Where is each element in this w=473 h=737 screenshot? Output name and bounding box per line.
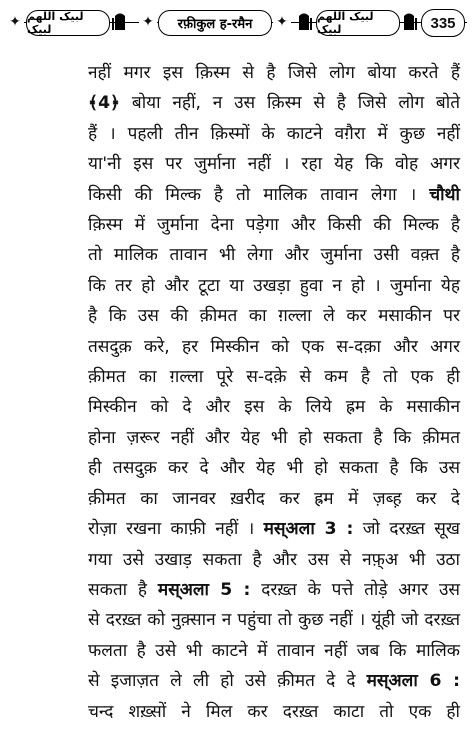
text-bold-segment: मस्अला 6 :	[366, 671, 460, 692]
text-line	[88, 514, 460, 544]
header-right-urdu: لبیک اللھم لبیک	[316, 10, 400, 36]
mosque-icon	[296, 12, 312, 32]
text-segment: ही तसदुक़ कर दे और येह भी हो सकता है कि उस	[88, 458, 460, 479]
text-line	[88, 301, 460, 331]
text-segment: हैं । पहली तीन क़िस्मों के काटने वग़ैरा में कुछ नहीं	[88, 123, 460, 144]
text-line	[88, 362, 460, 392]
text-segment: क़ीमत का जानवर ख़रीद कर ह्रम में ज़ब्ह़ कर दे	[88, 488, 460, 509]
text-line	[88, 88, 460, 118]
text-line	[88, 180, 460, 210]
text-segment: गया उसे उखाड़ सकता है और उस से नफ़्अ भी उठा	[88, 549, 460, 570]
text-line	[88, 149, 460, 179]
text-segment: मिस्कीन को दे और इस के लिये ह्रम के मसाकीन	[88, 397, 460, 418]
body-text	[88, 58, 460, 727]
text-bold-segment: ﴾4﴿	[88, 93, 121, 114]
text-segment: तो मालिक तावान भी लेगा और जुर्माना उसी वक़्त है	[88, 245, 460, 266]
text-line	[88, 210, 460, 240]
text-line	[88, 697, 460, 727]
ornament-icon: ✦	[139, 13, 157, 31]
text-segment: या'नी इस पर जुर्माना नहीं । रहा येह कि वोह अगर	[88, 154, 460, 175]
text-segment: से इजाज़त ले ली हो उसे क़ीमत दे दे	[88, 671, 367, 692]
text-bold-segment: मस्अला 5 :	[157, 579, 251, 600]
text-segment: रोज़ा रखना काफ़ी नहीं ।	[88, 519, 264, 540]
text-line	[88, 271, 460, 301]
text-segment: दरख़्त के पत्ते तोड़े अगर उस	[250, 579, 460, 600]
text-line	[88, 119, 460, 149]
text-line	[88, 240, 460, 270]
text-segment: जो दरख़्त सूख	[353, 519, 460, 540]
text-line	[88, 666, 460, 696]
text-segment: बोया नहीं, न उस क़िस्म से है जिसे लोग बोते	[120, 93, 460, 114]
text-line	[88, 484, 460, 514]
text-segment: सकता है	[88, 579, 158, 600]
text-segment: होना ज़रूर नहीं और येह भी हो सकता है कि क़ीमत	[88, 427, 460, 448]
text-segment: क़ीमत का ग़ल्ला पूरे स-दक़े से कम है तो एक ही	[88, 367, 460, 388]
text-segment: कि तर हो और टूटा या उखड़ा हुवा न हो । जुर्माना येह	[88, 275, 460, 296]
ornament-icon: ✦	[273, 13, 291, 31]
text-segment: चन्द शख़्सों ने मिल कर दरख़्त काटा तो एक ही	[88, 701, 460, 722]
text-segment: नहीं मगर इस क़िस्म से है जिसे लोग बोया करते हैं	[88, 63, 460, 83]
text-line	[88, 575, 460, 605]
ornament-icon: ✦	[6, 13, 24, 31]
mosque-icon	[401, 12, 417, 32]
page-number: 335	[421, 9, 465, 37]
text-line	[88, 636, 460, 666]
text-line	[88, 332, 460, 362]
header-title: रफ़ीकुल ह-रमैन	[158, 10, 272, 36]
text-bold-segment: चौथी	[429, 184, 460, 205]
text-segment: क़िस्म में जुर्माना देना पड़ेगा और किसी की मिल्क है	[88, 215, 460, 236]
text-segment: से दरख़्त को नुक़्सान न पहुंचा तो कुछ नहीं । यूंही जो दरख़्त	[88, 610, 460, 631]
text-line	[88, 453, 460, 483]
header-left-urdu: لبیک اللھم لبیک	[26, 10, 110, 36]
text-bold-segment: मस्अला 3 :	[263, 519, 354, 540]
text-segment: है कि उस की क़ीमत का ग़ल्ला ले कर मसाकीन पर	[88, 306, 460, 327]
text-line	[88, 392, 460, 422]
text-line	[88, 605, 460, 635]
text-line	[88, 423, 460, 453]
text-segment: तसदुक़ करे, हर मिस्कीन को एक स-दक़ा और अगर	[88, 336, 460, 357]
text-segment: फलता है उसे भी काटने में तावान नहीं जब कि मालिक	[88, 640, 460, 661]
text-segment: किसी की मिल्क है तो मालिक तावान लेगा ।	[88, 184, 430, 205]
mosque-icon	[112, 12, 128, 32]
text-line	[88, 58, 460, 88]
text-line	[88, 545, 460, 575]
page-header	[6, 4, 467, 40]
